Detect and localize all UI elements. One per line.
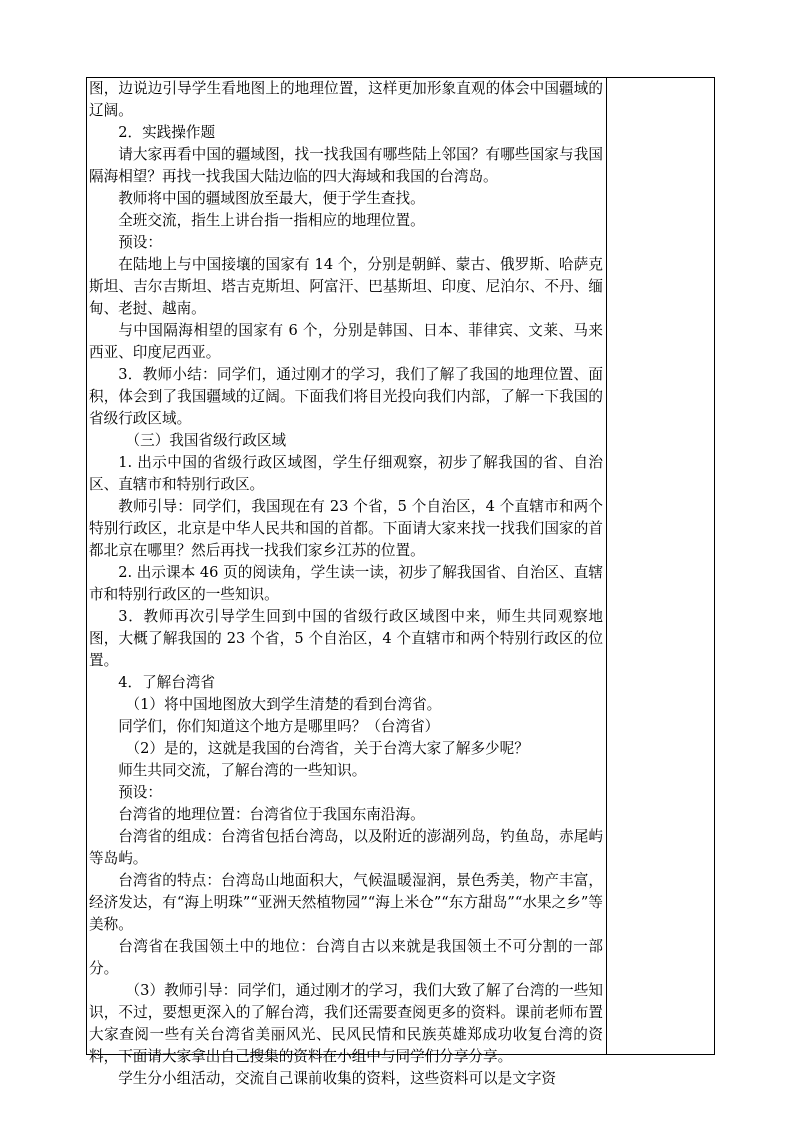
paragraph: 台湾省在我国领土中的地位：台湾自古以来就是我国领土不可分割的一部分。	[89, 938, 603, 977]
paragraph: （1）将中国地图放大到学生清楚的看到台湾省。	[125, 696, 442, 713]
column-divider	[606, 78, 607, 1054]
paragraph: 请大家再看中国的疆域图，找一找我国有哪些陆上邻国？有哪些国家与我国隔海相望？再找一找我国大陆边临的四大海域和我国的台湾岛。	[89, 146, 603, 185]
paragraph: 台湾省的地理位置：台湾省位于我国东南沿海。	[118, 806, 425, 823]
lesson-plan-table	[86, 77, 715, 1087]
paragraph: 预设：	[118, 784, 162, 801]
paragraph: 4．了解台湾省	[118, 674, 216, 691]
paragraph: 3．教师小结：同学们，通过刚才的学习，我们了解了我国的地理位置、面积，体会到了我国疆域的辽阔。下面我们将目光投向我们内部，了解一下我国的省级行政区域。	[89, 366, 603, 427]
paragraph: 预设：	[118, 234, 162, 251]
paragraph: 2. 出示课本 46 页的阅读角，学生读一读，初步了解我国省、自治区、直辖市和特别行政区的一些知识。	[89, 564, 603, 603]
paragraph: （3）教师引导：同学们，通过刚才的学习，我们大致了解了台湾的一些知识，不过，要想更深入的了解台湾，我们还需要查阅更多的资料。课前老师布置大家查阅一些有关台湾省美丽风光、民风民情和民族英雄郑成功收复台湾的资料，下面请大家拿出自己搜集的资料在小组中与同学们分享分享。	[89, 982, 603, 1065]
paragraph: 3．教师再次引导学生回到中国的省级行政区域图中来，师生共同观察地图，大概了解我国的 23 个省，5 个自治区，4 个直辖市和两个特别行政区的位置。	[89, 608, 603, 669]
paragraph: 学生分小组活动，交流自己课前收集的资料，这些资料可以是文字资	[118, 1070, 557, 1087]
paragraph: 全班交流，指生上讲台指一指相应的地理位置。	[118, 212, 425, 229]
paragraph: 教师引导：同学们，我国现在有 23 个省，5 个自治区，4 个直辖市和两个特别行政区，北京是中华人民共和国的首都。下面请大家来找一找我们国家的首都北京在哪里？然后再找一找我们家乡江苏的位置。	[89, 498, 603, 559]
paragraph: （三）我国省级行政区域	[125, 432, 287, 449]
paragraph: 同学们，你们知道这个地方是哪里吗？（台湾省）	[118, 718, 440, 735]
paragraph: 2．实践操作题	[118, 124, 216, 141]
paragraph: 教师将中国的疆域图放至最大，便于学生查找。	[118, 190, 425, 207]
paragraph: 与中国隔海相望的国家有 6 个，分别是韩国、日本、菲律宾、文莱、马来西亚、印度尼西亚。	[89, 322, 603, 361]
paragraph: 台湾省的特点：台湾岛山地面积大，气候温暖湿润，景色秀美，物产丰富，经济发达，有“海上明珠”“亚洲天然植物园”“海上米仓”“东方甜岛”“水果之乡”等美称。	[89, 872, 603, 933]
paragraph: 师生共同交流，了解台湾的一些知识。	[118, 762, 367, 779]
lesson-content-cell	[89, 78, 603, 1090]
paragraph: 图，边说边引导学生看地图上的地理位置，这样更加形象直观的体会中国疆域的辽阔。	[89, 80, 603, 119]
paragraph: 在陆地上与中国接壤的国家有 14 个，分别是朝鲜、蒙古、俄罗斯、哈萨克斯坦、吉尔吉斯坦、塔吉克斯坦、阿富汗、巴基斯坦、印度、尼泊尔、不丹、缅甸、老挝、越南。	[89, 256, 603, 317]
paragraph: （2）是的，这就是我国的台湾省，关于台湾大家了解多少呢？	[125, 740, 529, 757]
paragraph: 台湾省的组成：台湾省包括台湾岛，以及附近的澎湖列岛，钓鱼岛，赤尾屿等岛屿。	[89, 828, 603, 867]
paragraph: 1. 出示中国的省级行政区域图，学生仔细观察，初步了解我国的省、自治区、直辖市和特别行政区。	[89, 454, 603, 493]
